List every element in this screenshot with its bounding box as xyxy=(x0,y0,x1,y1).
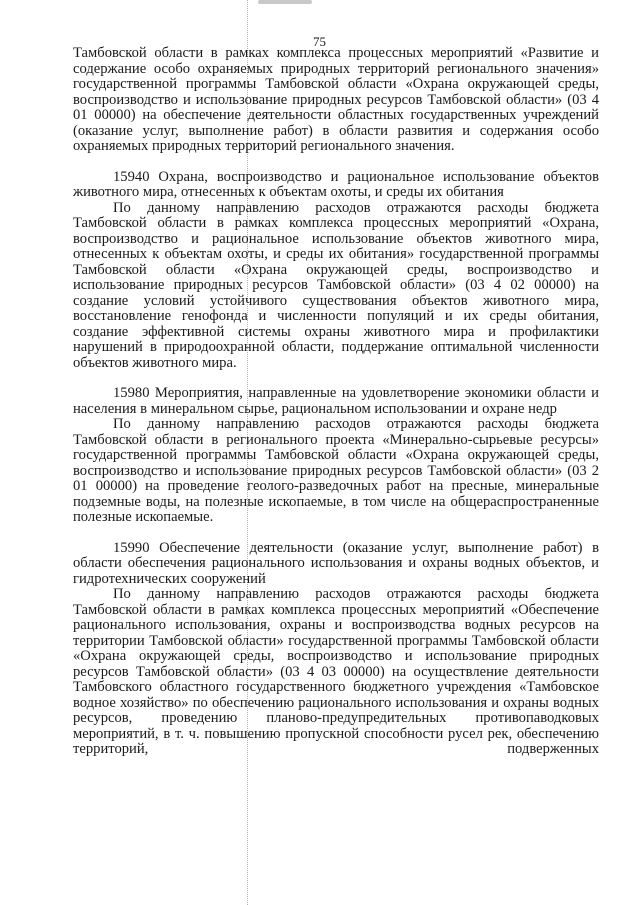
paragraph: Тамбовской области в рамках комплекса процессных мероприятий «Развитие и содержание особо охраняемых природных территорий регионального значения» государственной программы Тамбовской области «Охрана окружающей среды, воспроизводство и использование природных ресурсов Тамбовской области» (03 4 01 00000) на обеспечение деятельности областных государственных учреждений (оказание услуг, выполнение работ) в области развития и содержания особо охраняемых природных территорий регионального значения. xyxy=(73,45,599,154)
paragraph-gap xyxy=(73,526,599,541)
paragraph: 15990 Обеспечение деятельности (оказание услуг, выполнение работ) в области обеспечения рационального использования и охраны водных объектов, и гидротехнических сооружений xyxy=(73,539,599,587)
document-body xyxy=(73,46,599,758)
paragraph-gap xyxy=(73,155,599,170)
paragraph: 15940 Охрана, воспроизводство и рациональное использование объектов животного мира, отнесенных к объектам охоты, и среды их обитания xyxy=(73,168,599,200)
paragraph-gap xyxy=(73,371,599,386)
paragraph: По данному направлению расходов отражаются расходы бюджета Тамбовской области в рамках комплекса процессных мероприятий «Охрана, воспроизводство и рациональное использование объектов животного мира, отнесенных к объектам охоты, и среды их обитания» государственной программы Тамбовской области «Охрана окружающей среды, воспроизводство и использование природных ресурсов Тамбовской области» (03 4 02 00000) на создание условий устойчивого существования объектов животного мира, восстановление генофонда и численности популяций и их среды обитания, создание эффективной системы охраны животного мира и профилактики нарушений в природоохранной области, поддержание оптимальной численности объектов животного мира. xyxy=(73,199,599,371)
paragraph: По данному направлению расходов отражаются расходы бюджета Тамбовской области в рамках комплекса процессных мероприятий «Обеспечение рационального использования, охраны и воспроизводства водных ресурсов на территории Тамбовской области» государственной программы Тамбовской области «Охрана окружающей среды, воспроизводство и использование природных ресурсов Тамбовской области» (03 4 03 00000) на осуществление деятельности Тамбовского областного государственного бюджетного учреждения «Тамбовское водное хозяйство» по обеспечению рационального использования и охраны водных ресурсов, проведению планово-предупредительных противопаводковых мероприятий, в т. ч. повышению пропускной способности русел рек, обеспечению территорий, подверженных xyxy=(73,586,599,757)
page-number: 75 xyxy=(313,34,326,49)
scan-top-smudge xyxy=(258,0,312,4)
paragraph: 15980 Мероприятия, направленные на удовлетворение экономики области и населения в минеральном сырье, рациональном использовании и охране недр xyxy=(73,385,599,417)
paragraph: По данному направлению расходов отражаются расходы бюджета Тамбовской области в регионального проекта «Минерально-сырьевые ресурсы» государственной программы Тамбовской области «Охрана окружающей среды, воспроизводство и использование природных ресурсов Тамбовской области» (03 2 01 00000) на проведение геолого-разведочных работ на пресные, минеральные подземные воды, на полезные ископаемые, в том числе на общераспространенные полезные ископаемые. xyxy=(73,416,599,525)
